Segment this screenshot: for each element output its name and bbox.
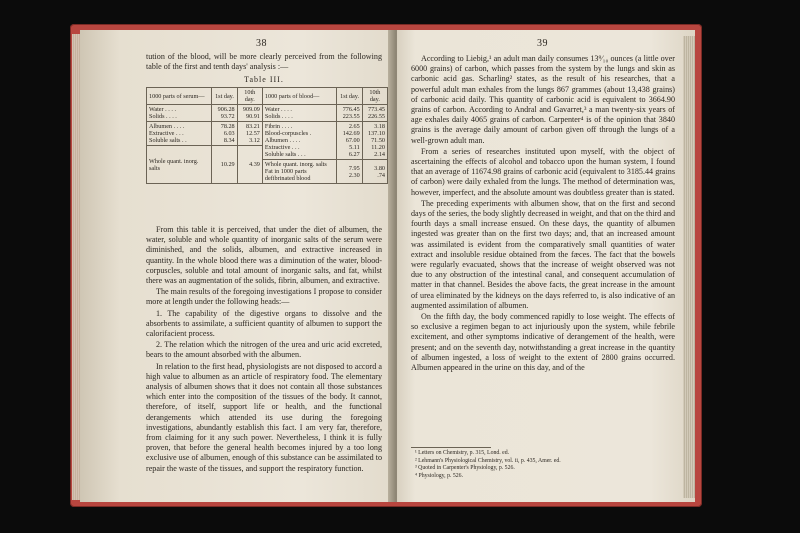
paragraph: 2. The relation which the nitrogen of the urea and uric acid excreted, bears to the amount absorbed with the albumen. xyxy=(146,340,382,360)
serum-d10: 909.09 90.91 xyxy=(237,105,262,122)
serum-day1-header: 1st day. xyxy=(212,88,237,105)
blood-d10: 773.45 226.55 xyxy=(362,105,387,122)
left-intro xyxy=(146,52,382,73)
left-body xyxy=(146,225,382,475)
left-page-number: 38 xyxy=(256,38,267,49)
blood-label: Water . . . . Solids . . . . xyxy=(262,105,337,122)
serum-d1: 906.28 93.72 xyxy=(212,105,237,122)
blood-d1: 2.65 142.69 67.00 5.11 6.27 xyxy=(337,122,362,160)
footnotes xyxy=(415,450,675,480)
paragraph: On the fifth day, the body commenced rapidly to lose weight. The effects of so exclusive a regimen began to act injuriously upon the system, while febrile excitement, and other symptoms indicative of derangement of the health, were present; and on the seventh day, notwithstanding a great increase in the quantity of albumen ingested, a loss of weight to the extent of 2800 grains occurred. Albumen appeared in the urine on this day, and of the xyxy=(411,312,675,373)
footnote-rule xyxy=(411,447,491,448)
right-page-edges xyxy=(683,36,695,498)
blood-d10: 3.80 .74 xyxy=(362,160,387,184)
blood-header: 1000 parts of blood— xyxy=(262,88,337,105)
paragraph: From a series of researches instituted upon myself, with the object of ascertaining the effects of alcohol and tobacco upon the human system, I found that an average of 11674.98 grains of carbonic acid (equivalent to 3185.44 grains of carbon) were daily exhaled from the lungs. The method of determination was, however, imperfect, and the absolute amount was doubtless greater than is stated. xyxy=(411,146,675,197)
right-body xyxy=(411,54,675,374)
serum-header: 1000 parts of serum— xyxy=(147,88,212,105)
paragraph: The main results of the foregoing investigations I propose to consider more at length under the following heads:— xyxy=(146,287,382,307)
blood-d10: 3.18 137.10 71.50 11.20 2.14 xyxy=(362,122,387,160)
blood-day1-header: 1st day. xyxy=(337,88,362,105)
serum-d1: 10.29 xyxy=(212,146,237,184)
serum-d1: 78.28 6.03 8.34 xyxy=(212,122,237,146)
paragraph: The preceding experiments with albumen show, that on the first and second days of the series, the body slightly decreased in weight, and that on the third and fourth days a small increase ensued. On these days, the quantity of albumen ingested was greater than on the first two days; and, that an increased amount was assimilated is evident from the comparatively small quantities of water extract and insoluble residue obtained from the fæces. The fact that the bowels were regularly evacuated, shows that the increase of weight observed was not due to any obstruction of the intestinal canal, and consequent accumulation of matter in that channel. Besides the above facts, the great increase in the amount of urea eliminated by the kidneys on the days referred to, is also indicative of an augmented assimilation of albumen. xyxy=(411,198,675,310)
right-page-number: 39 xyxy=(537,38,548,49)
blood-day10-header: 10th day. xyxy=(362,88,387,105)
footnote: ³ Quoted in Carpenter's Physiology, p. 526. xyxy=(415,465,515,472)
paragraph: From this table it is perceived, that under the diet of albumen, the water, soluble and whole quantity of inorganic salts of the serum were diminished, and the solids, albumen, and extractive increased in quantity. In the whole blood there was a diminution of the water, blood-corpuscles, soluble and total amount of inorganic salts, and fat, whilst there was an augmentation of the solids, fibrin, albumen, and extractive. xyxy=(146,225,382,286)
serum-label: Whole quant. inorg. salts xyxy=(147,146,212,184)
table-caption: Table III. xyxy=(244,75,284,84)
serum-d10: 4.39 xyxy=(237,146,262,184)
table-row xyxy=(147,122,388,146)
right-page xyxy=(397,30,695,502)
paragraph: According to Liebig,¹ an adult man daily consumes 13⁹⁄₁₀ ounces (a little over 6000 grains) of carbon, which passes from the system by the lungs and skin as carbonic acid gas. Scharling² states, as the result of his researches, that a powerful adult man exhales from the lungs 867 grammes (about 13,438 grains) of carbonic acid daily. This quantity of carbonic acid is equivalent to 3664.90 grains of carbon. According to Andral and Gavarret,³ a man twenty-six years of age exhales daily 4065 grains of carbon. Carpenter⁴ is of the opinion that 3840 grains is the average daily amount of carbon given off through the lungs of a well-grown adult man. xyxy=(411,54,675,145)
paragraph: In relation to the first head, physiologists are not disposed to accord a high value to albumen as an article of respiratory food. The elementary analysis of albumen shows that it does not contain all those substances which enter into the composition of the tissues of the body. It cannot, therefore, of itself, support life or health, and the functional derangements which attended its use during the foregoing investigations, abundantly establish this fact. I am very far, therefore, from claiming for it any such power. Nevertheless, I think it is fully proven, that before the general health becomes injured by a too long exclusive use of albumen, enough of this substance can be assimilated to repair the waste of the tissues, and support the respiratory function. xyxy=(146,361,382,473)
intro-text: tution of the blood, will be more clearly perceived from the following table of the first and tenth days' analysis :— xyxy=(146,52,382,72)
serum-label: Albumen . . . . Extractive . . . Soluble salts . . xyxy=(147,122,212,146)
blood-d1: 7.95 2.30 xyxy=(337,160,362,184)
serum-day10-header: 10th day. xyxy=(237,88,262,105)
table-header-row xyxy=(147,88,388,105)
serum-label: Water . . . . Solids . . . . xyxy=(147,105,212,122)
footnote: ⁴ Physiology, p. 526. xyxy=(415,472,464,479)
blood-label: Fibrin . . . . Blood-corpuscles . Albumen . . . . Extractive . . . Soluble salts . . . xyxy=(262,122,337,160)
blood-d1: 776.45 223.55 xyxy=(337,105,362,122)
left-page xyxy=(80,30,395,502)
serum-d10: 83.21 12.57 3.12 xyxy=(237,122,262,146)
footnote: ¹ Letters on Chemistry, p. 315, Lond. ed. xyxy=(415,450,510,456)
table-row xyxy=(147,105,388,122)
table-iii xyxy=(146,87,388,184)
footnote: ² Lehmann's Physiological Chemistry, vol. ii, p. 435, Amer. ed. xyxy=(415,457,561,464)
blood-label: Whole quant. inorg. salts Fat in 1000 parts defibrinated blood xyxy=(262,160,337,184)
paragraph: 1. The capability of the digestive organs to dissolve and the absorbents to assimilate, a sufficient quantity of albumen to support the calorifacient process. xyxy=(146,308,382,339)
